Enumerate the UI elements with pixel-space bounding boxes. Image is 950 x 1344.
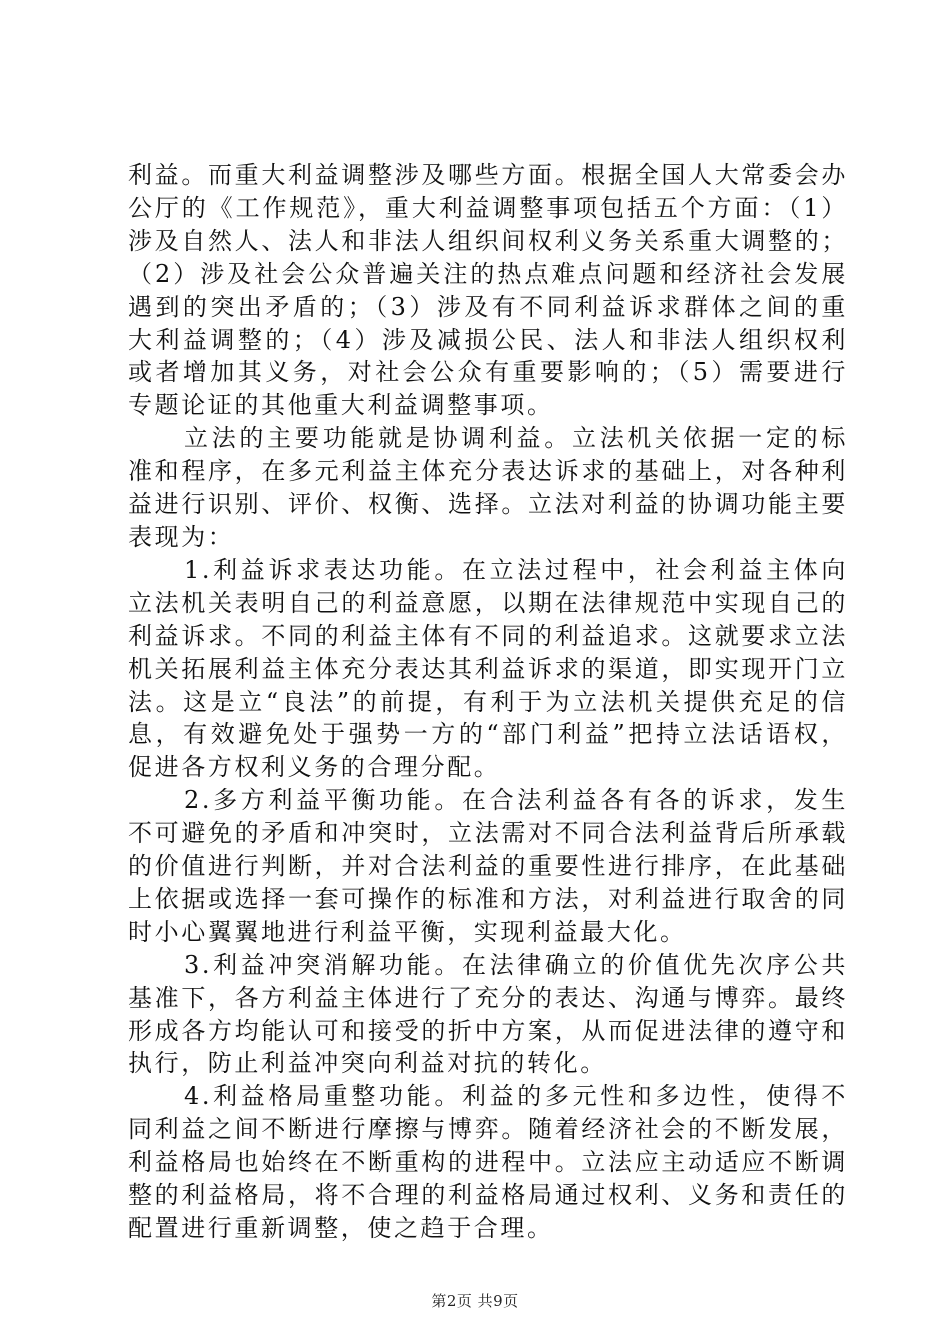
paragraph-point-1: 1.利益诉求表达功能。在立法过程中，社会利益主体向立法机关表明自己的利益意愿，以期在法律规范中实现自己的利益诉求。不同的利益主体有不同的利益追求。这就要求立法机关拓展利益主体充分表达其利益诉求的渠道，即实现开门立法。这是立“良法”的前提，有利于为立法机关提供充足的信息，有效避免处于强势一方的“部门利益”把持立法话语权，促进各方权利义务的合理分配。 xyxy=(128,555,848,782)
paragraph-legislation-function: 立法的主要功能就是协调利益。立法机关依据一定的标准和程序，在多元利益主体充分表达诉求的基础上，对各种利益进行识别、评价、权衡、选择。立法对利益的协调功能主要表现为： xyxy=(128,424,848,551)
paragraph-continuation: 利益。而重大利益调整涉及哪些方面。根据全国人大常委会办公厅的《工作规范》，重大利益调整事项包括五个方面：（1）涉及自然人、法人和非法人组织间权利义务关系重大调整的；（2）涉及社会公众普遍关注的热点难点问题和经济社会发展遇到的突出矛盾的；（3）涉及有不同利益诉求群体之间的重大利益调整的；（4）涉及减损公民、法人和非法人组织权利或者增加其义务，对社会公众有重要影响的；（5）需要进行专题论证的其他重大利益调整事项。 xyxy=(128,161,848,420)
paragraph-point-4: 4.利益格局重整功能。利益的多元性和多边性，使得不同利益之间不断进行摩擦与博弈。随着经济社会的不断发展，利益格局也始终在不断重构的进程中。立法应主动适应不断调整的利益格局，将不合理的利益格局通过权利、义务和责任的配置进行重新调整，使之趋于合理。 xyxy=(128,1082,848,1242)
page-number-footer: 第2页 共9页 xyxy=(431,1292,519,1310)
document-body xyxy=(128,159,848,1245)
paragraph-point-3: 3.利益冲突消解功能。在法律确立的价值优先次序公共基准下，各方利益主体进行了充分的表达、沟通与博弈。最终形成各方均能认可和接受的折中方案，从而促进法律的遵守和执行，防止利益冲突向利益对抗的转化。 xyxy=(128,950,848,1078)
paragraph-point-2: 2.多方利益平衡功能。在合法利益各有各的诉求，发生不可避免的矛盾和冲突时，立法需对不同合法利益背后所承载的价值进行判断，并对合法利益的重要性进行排序，在此基础上依据或选择一套可操作的标准和方法，对利益进行取舍的同时小心翼翼地进行利益平衡，实现利益最大化。 xyxy=(128,786,848,946)
